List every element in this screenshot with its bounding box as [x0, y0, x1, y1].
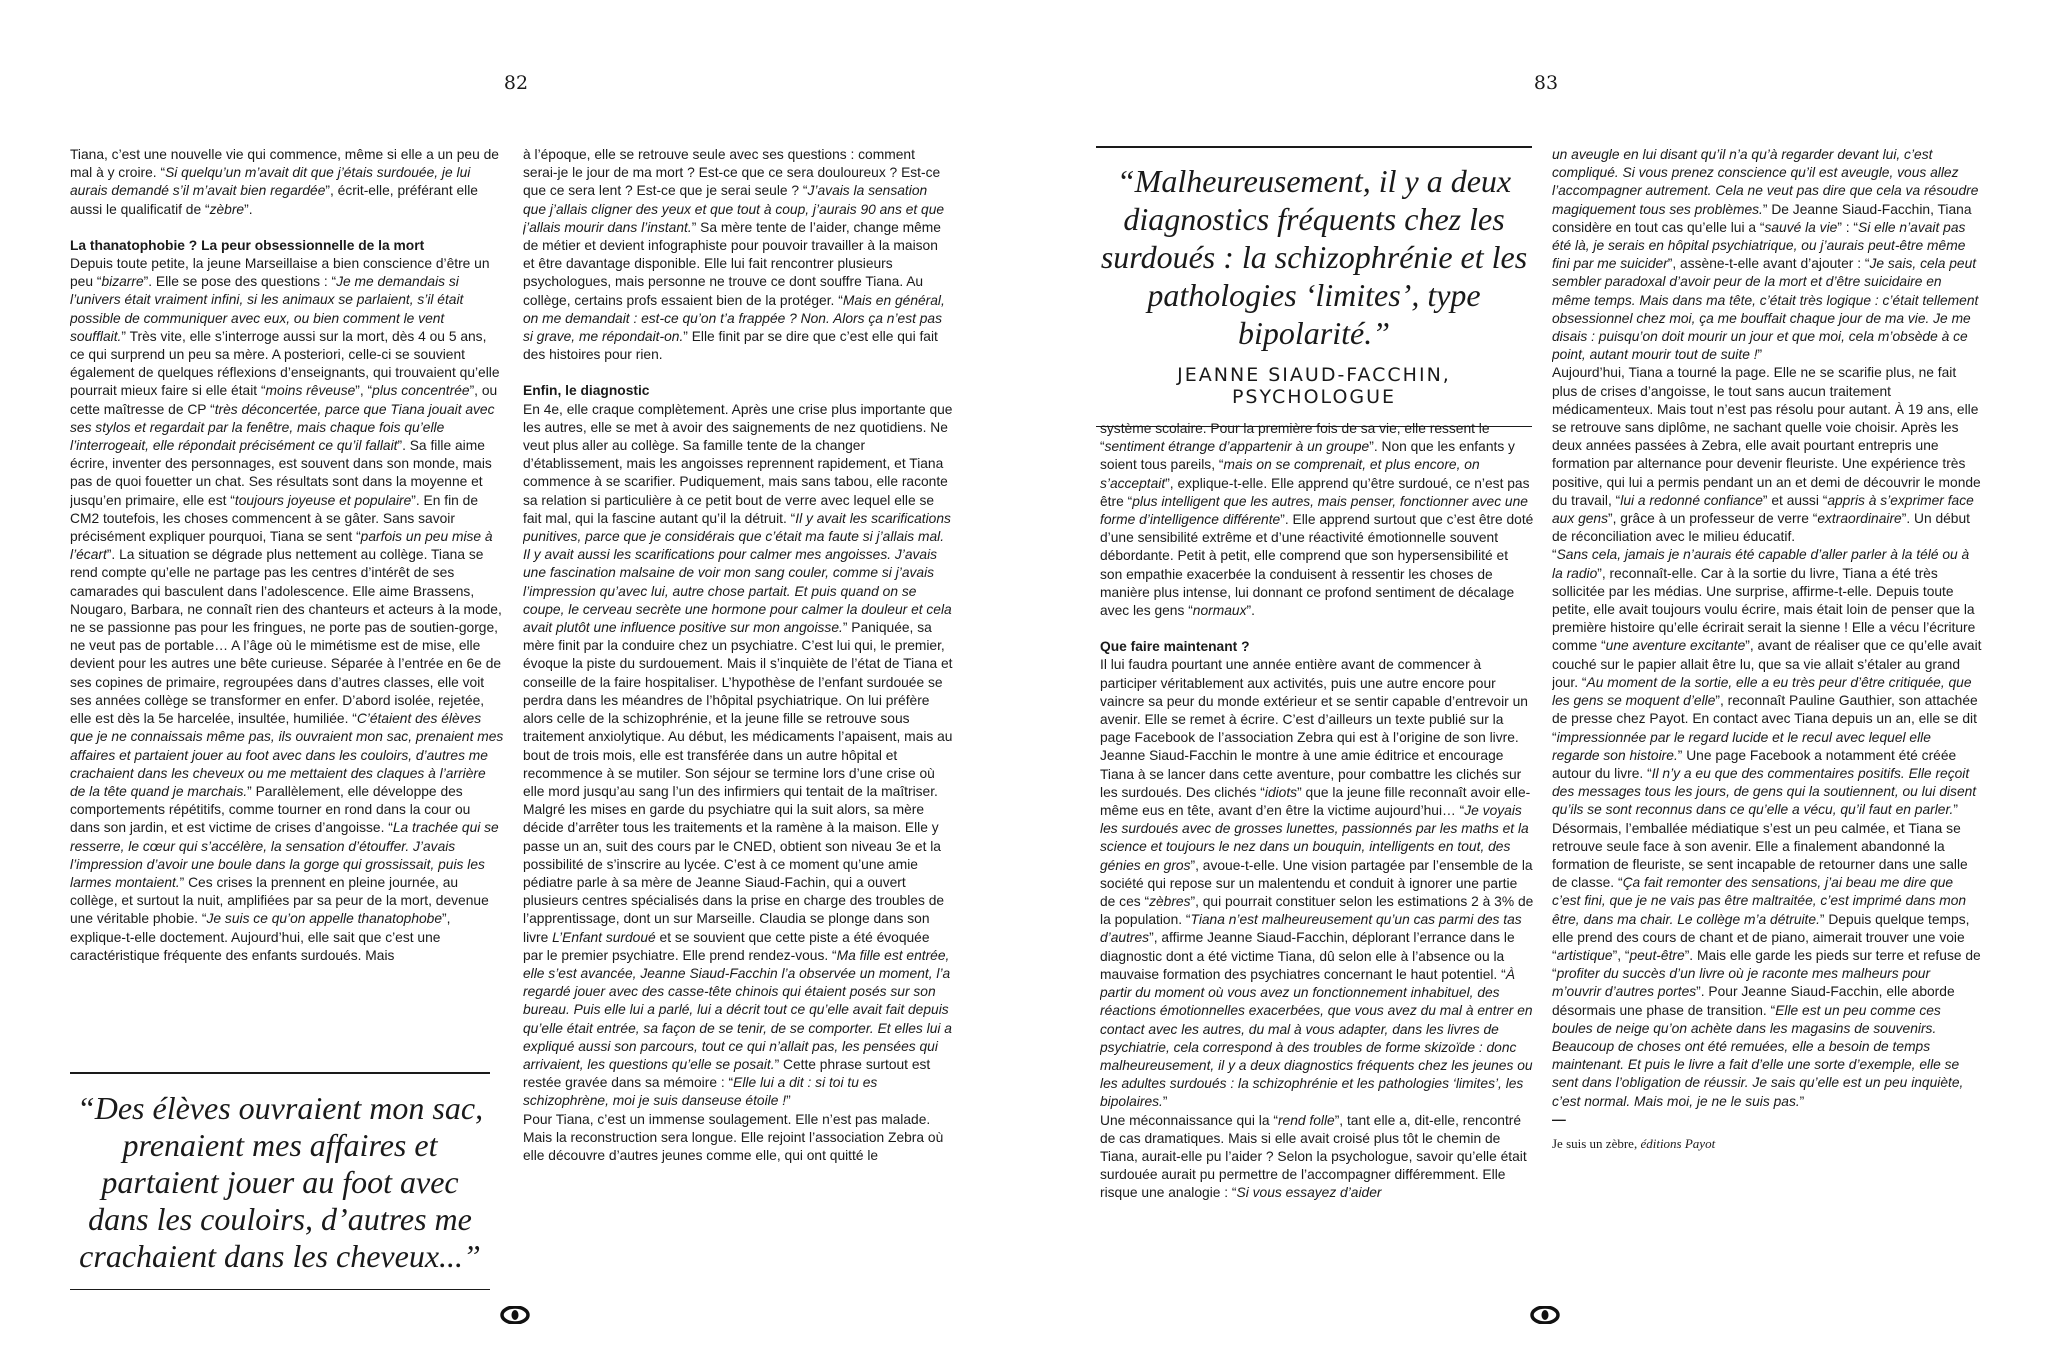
paragraph: Tiana, c’est une nouvelle vie qui commence, même si elle a un peu de mal à y croire. “Si quelqu’un m’avait dit que j’étais surdouée, je lui aurais demandé s’il m’avait bien regardée”, écrit-elle, préférant elle aussi le qualificatif de “zèbre”. [70, 147, 499, 217]
pull-quote-author: JEANNE SIAUD-FACCHIN, PSYCHOLOGUE [1177, 364, 1451, 408]
section-heading: La thanatophobie ? La peur obsessionnelle de la mort [70, 237, 425, 253]
paragraph: Depuis toute petite, la jeune Marseillaise a bien conscience d’être un peu “bizarre”. Elle se pose des questions : “Je me demandais si l’univers était vraiment infini, si les animaux se parlaient, s’il était possible de communiquer avec eux, ou bien comment le vent soufflait.” Très vite, elle s’interroge aussi sur la mort, dès 4 ou 5 ans, ce qui surprend un peu sa mère. A posteriori, celle-ci se souvient également de quelques réflexions d’enseignants, qui trouvaient qu’elle pourrait mieux faire si elle était “moins rêveuse”, “plus concentrée”, ou cette maîtresse de CP “très déconcertée, parce que Tiana jouait avec ses stylos et regardait par la fenêtre, mais chaque fois qu’elle l’interrogeait, elle répondait précisément ce qu’il fallait”. Sa fille aime écrire, inventer des personnages, est souvent dans son monde, mais pas de quoi fouetter un chat. Ses résultats sont dans la moyenne et jusqu’en primaire, elle est “toujours joyeuse et populaire”. En fin de CM2 toutefois, les choses commencent à se gâter. Sans savoir précisément expliquer pourquoi, Tiana se sent “parfois un peu mise à l’écart”. La situation se dégrade plus nettement au collège. Tiana se rend compte qu’elle ne partage pas les centres d’intérêt de ses camarades qui basculent dans l’adolescence. Elle aime Brassens, Nougaro, Barbara, ne connaît rien des chanteurs et acteurs à la mode, ne se passionne pas pour les fringues, ne porte pas de soutien-gorge, ne veut pas de portable… A l’âge où le mimétisme est de mise, elle devient pour les autres une bête curieuse. Séparée à l’entrée en 6e de ses copines de primaire, regroupées dans d’autres classes, elle voit ses années collège se transformer en enfer. D’abord isolée, rejetée, elle est dès la 5e harcelée, insultée, humiliée. “C’étaient des élèves que je ne connaissais même pas, ils ouvraient mon sac, prenaient mes affaires et partaient jouer au foot avec dans les couloirs, d’autres me crachaient dans les cheveux ou me mettaient des claques à l’arrière de la tête quand je marchais.” Parallèlement, elle développe des comportements répétitifs, comme tourner en rond dans la cour ou dans son jardin, et est victime de crises d’angoisse. “La trachée qui se resserre, le cœur qui s’accélère, la sensation d’étouffer. J’avais l’impression d’avoir une boule dans la gorge qui grossissait, puis les larmes montaient.” Ces crises la prennent en pleine journée, au collège, et surtout la nuit, amplifiées par sa peur de la mort, devenue une véritable phobie. “Je suis ce qu’on appelle thanatophobe”, explique-t-elle doctement. Aujourd’hui, elle sait que c’est une caractéristique fréquente des enfants surdoués. Mais [70, 256, 504, 963]
pull-quote-text: “Malheureusement, il y a deux diagnostics fréquents chez les surdoués : la schizophrénie et les pathologies ‘limites’, type bipolarité.” [1100, 163, 1528, 351]
section-heading: Enfin, le diagnostic [523, 383, 650, 399]
pull-quote-right [1096, 146, 1532, 427]
pull-quote-left: “Des élèves ouvraient mon sac, prenaient mes affaires et partaient jouer au foot avec dans les couloirs, d’autres me crachaient dans les cheveux...” [70, 1072, 490, 1290]
section-heading: Que faire maintenant ? [1100, 639, 1250, 655]
magazine-logo-right [1530, 1306, 1560, 1324]
article-column-1 [70, 146, 504, 1064]
paragraph: un aveugle en lui disant qu’il n’a qu’à regarder devant lui, c’est compliqué. Si vous prenez conscience qu’il est aveugle, vous allez l’accompagner autrement. Cela ne veut pas dire que cela va résoudre magiquement tous ses problèmes.” De Jeanne Siaud-Facchin, Tiana considère en tout cas qu’elle lui a “sauvé la vie” : “Si elle n’avait pas été là, je serais en hôpital psychiatrique, ou j’aurais peut-être même fini par me suicider”, assène-t-elle avant d’ajouter : “Je sais, cela peut sembler paradoxal d’avoir peur de la mort et d’être suicidaire en même temps. Mais dans ma tête, c’était très logique : c’était tellement obsessionnel chez moi, ça me bouffait chaque jour de ma vie. Je me disais : puisqu’on doit mourir un jour et que moi, cela m’obsède à ce point, autant mourir tout de suite !” [1552, 147, 1979, 363]
paragraph: Pour Tiana, c’est un immense soulagement. Elle n’est pas malade. Mais la reconstruction sera longue. Elle rejoint l’association Zebra où elle découvre d’autres jeunes comme elle, qui ont quitté le [523, 1111, 944, 1163]
magazine-logo-left [500, 1306, 530, 1324]
paragraph: En 4e, elle craque complètement. Après une crise plus importante que les autres, elle se met à avoir des saignements de nez quotidiens. Ne veut plus aller au collège. Sa famille tente de la changer d’établissement, mais les angoisses reprennent rapidement, et Tiana commence à se scarifier. Pudiquement, mais sans tabou, elle raconte sa relation si particulière à ce petit bout de verre avec lequel elle se fait mal, qui la fascine autant qu’il la détruit. “Il y avait les scarifications punitives, parce que je considérais que c’était ma faute si j’allais mal. Il y avait aussi les scarifications pour calmer mes angoisses. J’avais une fascination malsaine de voir mon sang couler, comme si j’avais l’impression qu’avec lui, autre chose partait. Et puis quand on se coupe, le cerveau secrète une hormone pour calmer la douleur et cela avait plutôt une influence positive sur mon angoisse.” Paniquée, sa mère finit par la conduire chez un psychiatre. C’est lui qui, le premier, évoque la piste du surdouement. Mais il s’inquiète de l’état de Tiana et conseille de la faire hospitaliser. L’hypothèse de l’enfant surdouée se perdra dans les méandres de l’hôpital psychiatrique. On lui préfère alors celle de la schizophrénie, et la jeune fille se retrouve sous traitement anxiolytique. Au début, les médicaments l’apaisent, mais au bout de trois mois, elle est transférée dans un autre hôpital et recommence à se mutiler. Son séjour se termine lors d’une crise où elle mord jusqu’au sang l’un des infirmiers qui tentait de la maîtriser. Malgré les mises en garde du psychiatre qui la suit alors, sa mère décide d’arrêter tous les traitements et la ramène à la maison. Elle y passe un an, suit des cours par le CNED, obtient son niveau 3e et la possibilité de s’inscrire au lycée. C’est à ce moment qu’une amie pédiatre parle à sa mère de Jeanne Siaud-Fachin, qui a ouvert plusieurs centres spécialisés dans la prise en charge des troubles de l’apprentissage, dont un sur Marseille. Claudia se plonge dans son livre L’Enfant surdoué et se souvient que cette piste a été évoquée par le premier psychiatre. Elle prend rendez-vous. “Ma fille est entrée, elle s’est avancée, Jeanne Siaud-Facchin l’a observée un moment, l’a regardé jouer avec des casse-tête chinois qui étaient posés sur son bureau. Puis elle lui a parlé, lui a décrit tout ce qu’elle avait fait depuis qu’elle était entrée, sa façon de se tenir, de se comporter. Et elles lui a expliqué aussi son parcours, tout ce qui n’allait pas, les pensées qui arrivaient, les questions qu’elle se posait.” Cette phrase surtout est restée gravée dans sa mémoire : “Elle lui a dit : si toi tu es schizophrène, moi je suis danseuse étoile !” [523, 401, 953, 1109]
book-credit: Je suis un zèbre, éditions Payot [1552, 1135, 1716, 1151]
paragraph: Il lui faudra pourtant une année entière avant de commencer à participer véritablement aux activités, puis une autre encore pour vaincre sa peur du monde extérieur et se sentir capable d’entrevoir un avenir. Elle se remet à écrire. C’est d’ailleurs un texte publié sur la page Facebook de l’association Zebra qui est à l’origine de son livre. Jeanne Siaud-Facchin le montre à une amie éditrice et encourage Tiana à se lancer dans cette aventure, pour combattre les clichés sur les surdoués. Des clichés “idiots” que la jeune fille reconnaît avoir elle-même eus en tête, avant d’en être la victime aujourd’hui… “Je voyais les surdoués avec de grosses lunettes, passionnés par les maths et la science et toujours le nez dans un bouquin, intelligents en tout, des génies en gros”, avoue-t-elle. Une vision partagée par l’ensemble de la société qui repose sur un malentendu et conduit à ignorer une partie de ces “zèbres”, qui pourrait constituer selon les estimations 2 à 3% de la population. “Tiana n’est malheureusement qu’un cas parmi des tas d’autres”, affirme Jeanne Siaud-Facchin, déplorant l’errance dans le diagnostic dont a été victime Tiana, dû selon elle à l’absence ou la mauvaise formation des psychiatres concernant le haut potentiel. “À partir du moment où vous avez un fonctionnement inhabituel, des réactions émotionnelles exacerbées, que vous avez du mal à entrer en contact avec les autres, du mal à vous adapter, dans les livres de psychiatrie, cela correspond à des troubles de forme skizoïde : donc malheureusement, il y a deux diagnostics fréquents chez les jeunes ou les adultes surdoués : la schizophrénie et les pathologies ‘limites’, les bipolaires.” [1100, 657, 1534, 1110]
paragraph: Désormais, l’emballée médiatique s’est un peu calmée, et Tiana se retrouve seule face à son avenir. Elle a finalement abandonné la formation de fleuriste, se sent incapable de retourner dans une salle de classe. “Ça fait remonter des sensations, j’ai beau me dire que c’est fini, que je ne vais pas être maltraitée, c’est imprimé dans mon être, dans ma chair. Le collège m’a détruite.” Depuis quelque temps, elle prend des cours de chant et de piano, aimerait trouver une voie “artistique”, “peut-être”. Mais elle garde les pieds sur terre et refuse de “profiter du succès d’un livre où je raconte mes malheurs pour m’ouvrir d’autres portes”. Pour Jeanne Siaud-Facchin, elle aborde désormais une phase de transition. “Elle est un peu comme ces boules de neige qu’on achète dans les magasins de souvenirs. Beaucoup de choses ont été remuées, elle a besoin de temps maintenant. Et puis le livre a fait d’elle une sorte d’exemple, elle se sent dans l’obligation de réussir. Je sais qu’elle est un peu inquiète, c’est normal. Mais moi, je ne le suis pas.” [1552, 820, 1981, 1109]
paragraph: Une méconnaissance qui la “rend folle”, tant elle a, dit-elle, rencontré de cas dramatiques. Mais si elle avait croisé plus tôt le chemin de Tiana, aurait-elle pu l’aider ? Selon la psychologue, savoir qu’elle était surdouée aurait pu permettre de l’accompagner différemment. Elle risque une analogie : “Si vous essayez d’aider [1100, 1112, 1527, 1201]
logo-mark-icon [1530, 1306, 1560, 1324]
paragraph: Aujourd’hui, Tiana a tourné la page. Elle ne se scarifie plus, ne fait plus de crises d’angoisse, le tout sans aucun traitement médicamenteux. Mais tout n’est pas résolu pour autant. À 19 ans, elle se retrouve sans diplôme, ne sachant quelle voie choisir. Après les deux années passées à Zebra, elle avait pourtant entrepris une formation par alternance pour devenir fleuriste. Une expérience très positive, qui lui a permis pendant un an et demi de découvrir le monde du travail, “lui a redonné confiance” et aussi “appris à s’exprimer face aux gens”, grâce à un professeur de verre “extraordinaire”. Un début de réconciliation avec le milieu éducatif. [1552, 365, 1981, 545]
paragraph: “Sans cela, jamais je n’aurais été capable d’aller parler à la télé ou à la radio”, reconnaît-elle. Car à la sortie du livre, Tiana a été très sollicitée par les médias. Une surprise, affirme-t-elle. Depuis toute petite, elle avait toujours voulu écrire, mais était loin de penser que la première histoire qu’elle écrirait serait la sienne ! Elle a vécu l’écriture comme “une aventure excitante”, avant de réaliser que ce qu’elle avait couché sur le papier allait être lu, que sa vie allait s’étaler au grand jour. “Au moment de la sortie, elle a eu très peur d’être critiquée, que les gens se moquent d’elle”, reconnaît Pauline Gauthier, son attachée de presse chez Payot. En contact avec Tiana depuis un an, elle se dit “impressionnée par le regard lucide et le recul avec lequel elle regarde son histoire.” Une page Facebook a notamment été créée autour du livre. “Il n’y a eu que des commentaires positifs. Elle reçoit des messages tous les jours, de gens qui la soutiennent, ou lui disent qu’ils se sont reconnus dans ce qu’elle a vécu, qu’il faut en parler.” [1552, 547, 1982, 818]
article-column-4 [1552, 146, 1982, 1290]
article-column-3 [1100, 420, 1534, 1290]
paragraph: système scolaire. Pour la première fois de sa vie, elle ressent le “sentiment étrange d’appartenir à un groupe”. Non que les enfants y soient tous pareils, “mais on se comprenait, et plus encore, on s’acceptait”, explique-t-elle. Elle apprend qu’être surdoué, ce n’est pas être “plus intelligent que les autres, mais penser, fonctionner avec une forme d’intelligence différente”. Elle apprend surtout que c’est être doté d’une sensibilité extrême et d’une réactivité émotionnelle souvent débordante. Petit à petit, elle comprend que son hypersensibilité et son empathie exacerbée la conduisent à ressentir les choses de manière plus intense, lui donnant ce profond sentiment de décalage avec les gens “normaux”. [1100, 421, 1534, 619]
article-column-2 [523, 146, 953, 1290]
end-mark: — [1552, 1111, 1566, 1127]
page-number-left: 82 [503, 72, 529, 94]
paragraph: à l’époque, elle se retrouve seule avec ses questions : comment serai-je le jour de ma mort ? Est-ce que ce sera douloureux ? Est-ce que ce sera lent ? Est-ce que je serai seule ? “J’avais la sensation que j’allais cligner des yeux et que tout à coup, j’aurais 90 ans et que j’allais mourir dans l’instant.” Sa mère tente de l’aider, change même de métier et devient infographiste pour pouvoir travailler à la maison et être davantage disponible. Elle lui fait rencontrer plusieurs psychologues, mais personne ne trouve ce dont souffre Tiana. Au collège, certains profs essaient bien de la protéger. “Mais en général, on me demandait : est-ce qu’on t’a frappée ? Non. Alors ça n’est pas si grave, me répondait-on.” Elle finit par se dire que c’est elle qui fait des histoires pour rien. [523, 147, 945, 363]
logo-mark-icon [500, 1306, 530, 1324]
page-number-right: 83 [1533, 72, 1559, 94]
